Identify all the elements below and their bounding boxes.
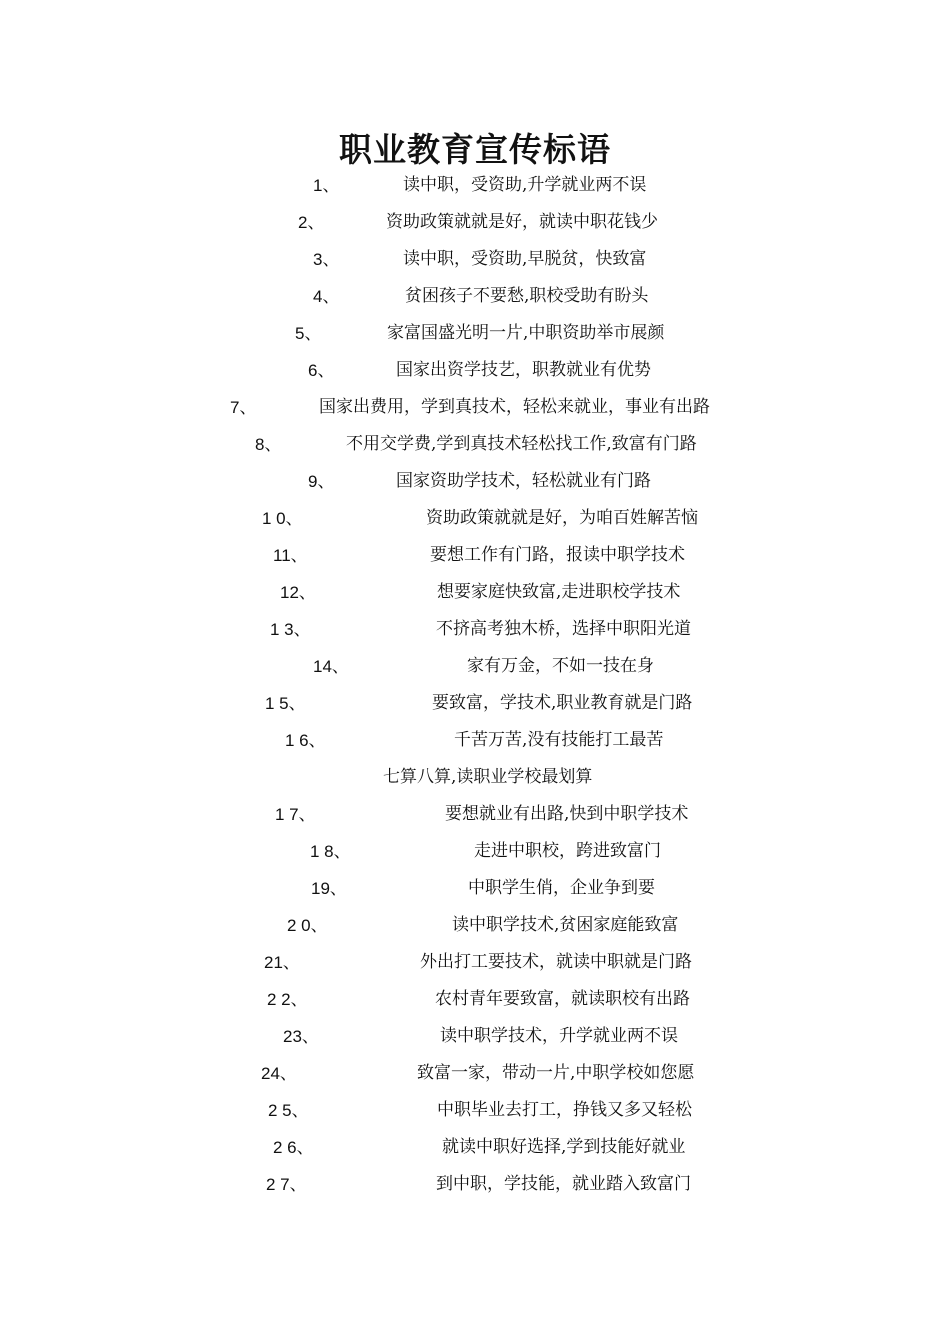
slogan-number: 1 5、 <box>265 694 306 713</box>
slogan-text: 资助政策就就是好，为咱百姓解苦恼 <box>426 508 698 528</box>
slogan-number: 3、 <box>313 250 340 269</box>
slogan-text: 就读中职好选择,学到技能好就业 <box>442 1137 686 1157</box>
list-item <box>0 204 950 241</box>
slogan-list <box>0 167 950 1203</box>
list-item <box>0 389 950 426</box>
list-item <box>0 315 950 352</box>
list-item <box>0 352 950 389</box>
slogan-number: 14、 <box>313 657 349 676</box>
slogan-number: 1 6、 <box>285 731 326 750</box>
list-item <box>0 241 950 278</box>
list-item <box>0 537 950 574</box>
slogan-number: 1 0、 <box>262 509 303 528</box>
list-item <box>0 907 950 944</box>
slogan-text: 国家资助学技术，轻松就业有门路 <box>396 471 651 491</box>
slogan-number: 2、 <box>298 213 325 232</box>
list-item <box>0 981 950 1018</box>
slogan-text: 国家出费用，学到真技术，轻松来就业，事业有出路 <box>319 397 710 417</box>
list-item <box>0 722 950 759</box>
slogan-text: 农村青年要致富，就读职校有出路 <box>435 989 690 1009</box>
slogan-number: 1 8、 <box>310 842 351 861</box>
slogan-text: 读中职学技术,贫困家庭能致富 <box>452 915 679 935</box>
list-item <box>0 944 950 981</box>
list-item <box>0 500 950 537</box>
slogan-number: 9、 <box>308 472 335 491</box>
slogan-number: 21、 <box>264 953 300 972</box>
list-item <box>0 648 950 685</box>
list-item <box>0 426 950 463</box>
slogan-text: 资助政策就就是好，就读中职花钱少 <box>386 212 658 232</box>
list-item <box>0 833 950 870</box>
slogan-number: 5、 <box>295 324 322 343</box>
slogan-number: 2 5、 <box>268 1101 309 1120</box>
list-item <box>0 685 950 722</box>
list-item <box>0 759 950 796</box>
slogan-number: 2 7、 <box>266 1175 307 1194</box>
list-item <box>0 1166 950 1203</box>
slogan-text: 中职毕业去打工，挣钱又多又轻松 <box>437 1100 692 1120</box>
slogan-number: 7、 <box>230 398 257 417</box>
slogan-text: 到中职，学技能，就业踏入致富门 <box>436 1174 691 1194</box>
slogan-number: 2 6、 <box>273 1138 314 1157</box>
slogan-text: 中职学生俏，企业争到要 <box>468 878 655 898</box>
slogan-number: 8、 <box>255 435 282 454</box>
slogan-number: 24、 <box>261 1064 297 1083</box>
slogan-text: 不挤高考独木桥，选择中职阳光道 <box>436 619 691 639</box>
slogan-number: 1 7、 <box>275 805 316 824</box>
list-item <box>0 1055 950 1092</box>
slogan-number: 6、 <box>308 361 335 380</box>
slogan-number: 1、 <box>313 176 340 195</box>
slogan-text: 家富国盛光明一片,中职资助举市展颜 <box>387 323 665 343</box>
slogan-text: 要想工作有门路，报读中职学技术 <box>430 545 685 565</box>
slogan-number: 12、 <box>280 583 316 602</box>
slogan-number: 1 3、 <box>270 620 311 639</box>
slogan-text: 贫困孩子不要愁,职校受助有盼头 <box>405 286 649 306</box>
slogan-number: 4、 <box>313 287 340 306</box>
slogan-number: 11、 <box>273 546 308 565</box>
list-item <box>0 796 950 833</box>
list-item <box>0 1018 950 1055</box>
slogan-text: 读中职学技术，升学就业两不误 <box>440 1026 678 1046</box>
slogan-number: 2 0、 <box>287 916 328 935</box>
list-item <box>0 1129 950 1166</box>
list-item <box>0 870 950 907</box>
list-item <box>0 278 950 315</box>
slogan-text: 读中职，受资助,早脱贫，快致富 <box>403 249 647 269</box>
slogan-text: 走进中职校，跨进致富门 <box>474 841 661 861</box>
list-item <box>0 463 950 500</box>
slogan-text: 要想就业有出路,快到中职学技术 <box>445 804 689 824</box>
document-title: 职业教育宣传标语 <box>339 130 611 169</box>
slogan-number: 23、 <box>283 1027 319 1046</box>
slogan-number: 2 2、 <box>267 990 308 1009</box>
list-item <box>0 611 950 648</box>
slogan-text: 不用交学费,学到真技术轻松找工作,致富有门路 <box>346 434 697 454</box>
slogan-text: 国家出资学技艺，职教就业有优势 <box>396 360 651 380</box>
slogan-text: 想要家庭快致富,走进职校学技术 <box>437 582 681 602</box>
slogan-text: 要致富，学技术,职业教育就是门路 <box>432 693 693 713</box>
slogan-text: 读中职，受资助,升学就业两不误 <box>403 175 647 195</box>
slogan-text: 致富一家，带动一片,中职学校如您愿 <box>417 1063 695 1083</box>
slogan-text: 外出打工要技术，就读中职就是门路 <box>420 952 692 972</box>
slogan-text: 七算八算,读职业学校最划算 <box>383 767 593 787</box>
list-item <box>0 1092 950 1129</box>
slogan-number: 19、 <box>311 879 347 898</box>
list-item <box>0 167 950 204</box>
list-item <box>0 574 950 611</box>
slogan-text: 千苦万苦,没有技能打工最苦 <box>454 730 664 750</box>
slogan-text: 家有万金，不如一技在身 <box>467 656 654 676</box>
